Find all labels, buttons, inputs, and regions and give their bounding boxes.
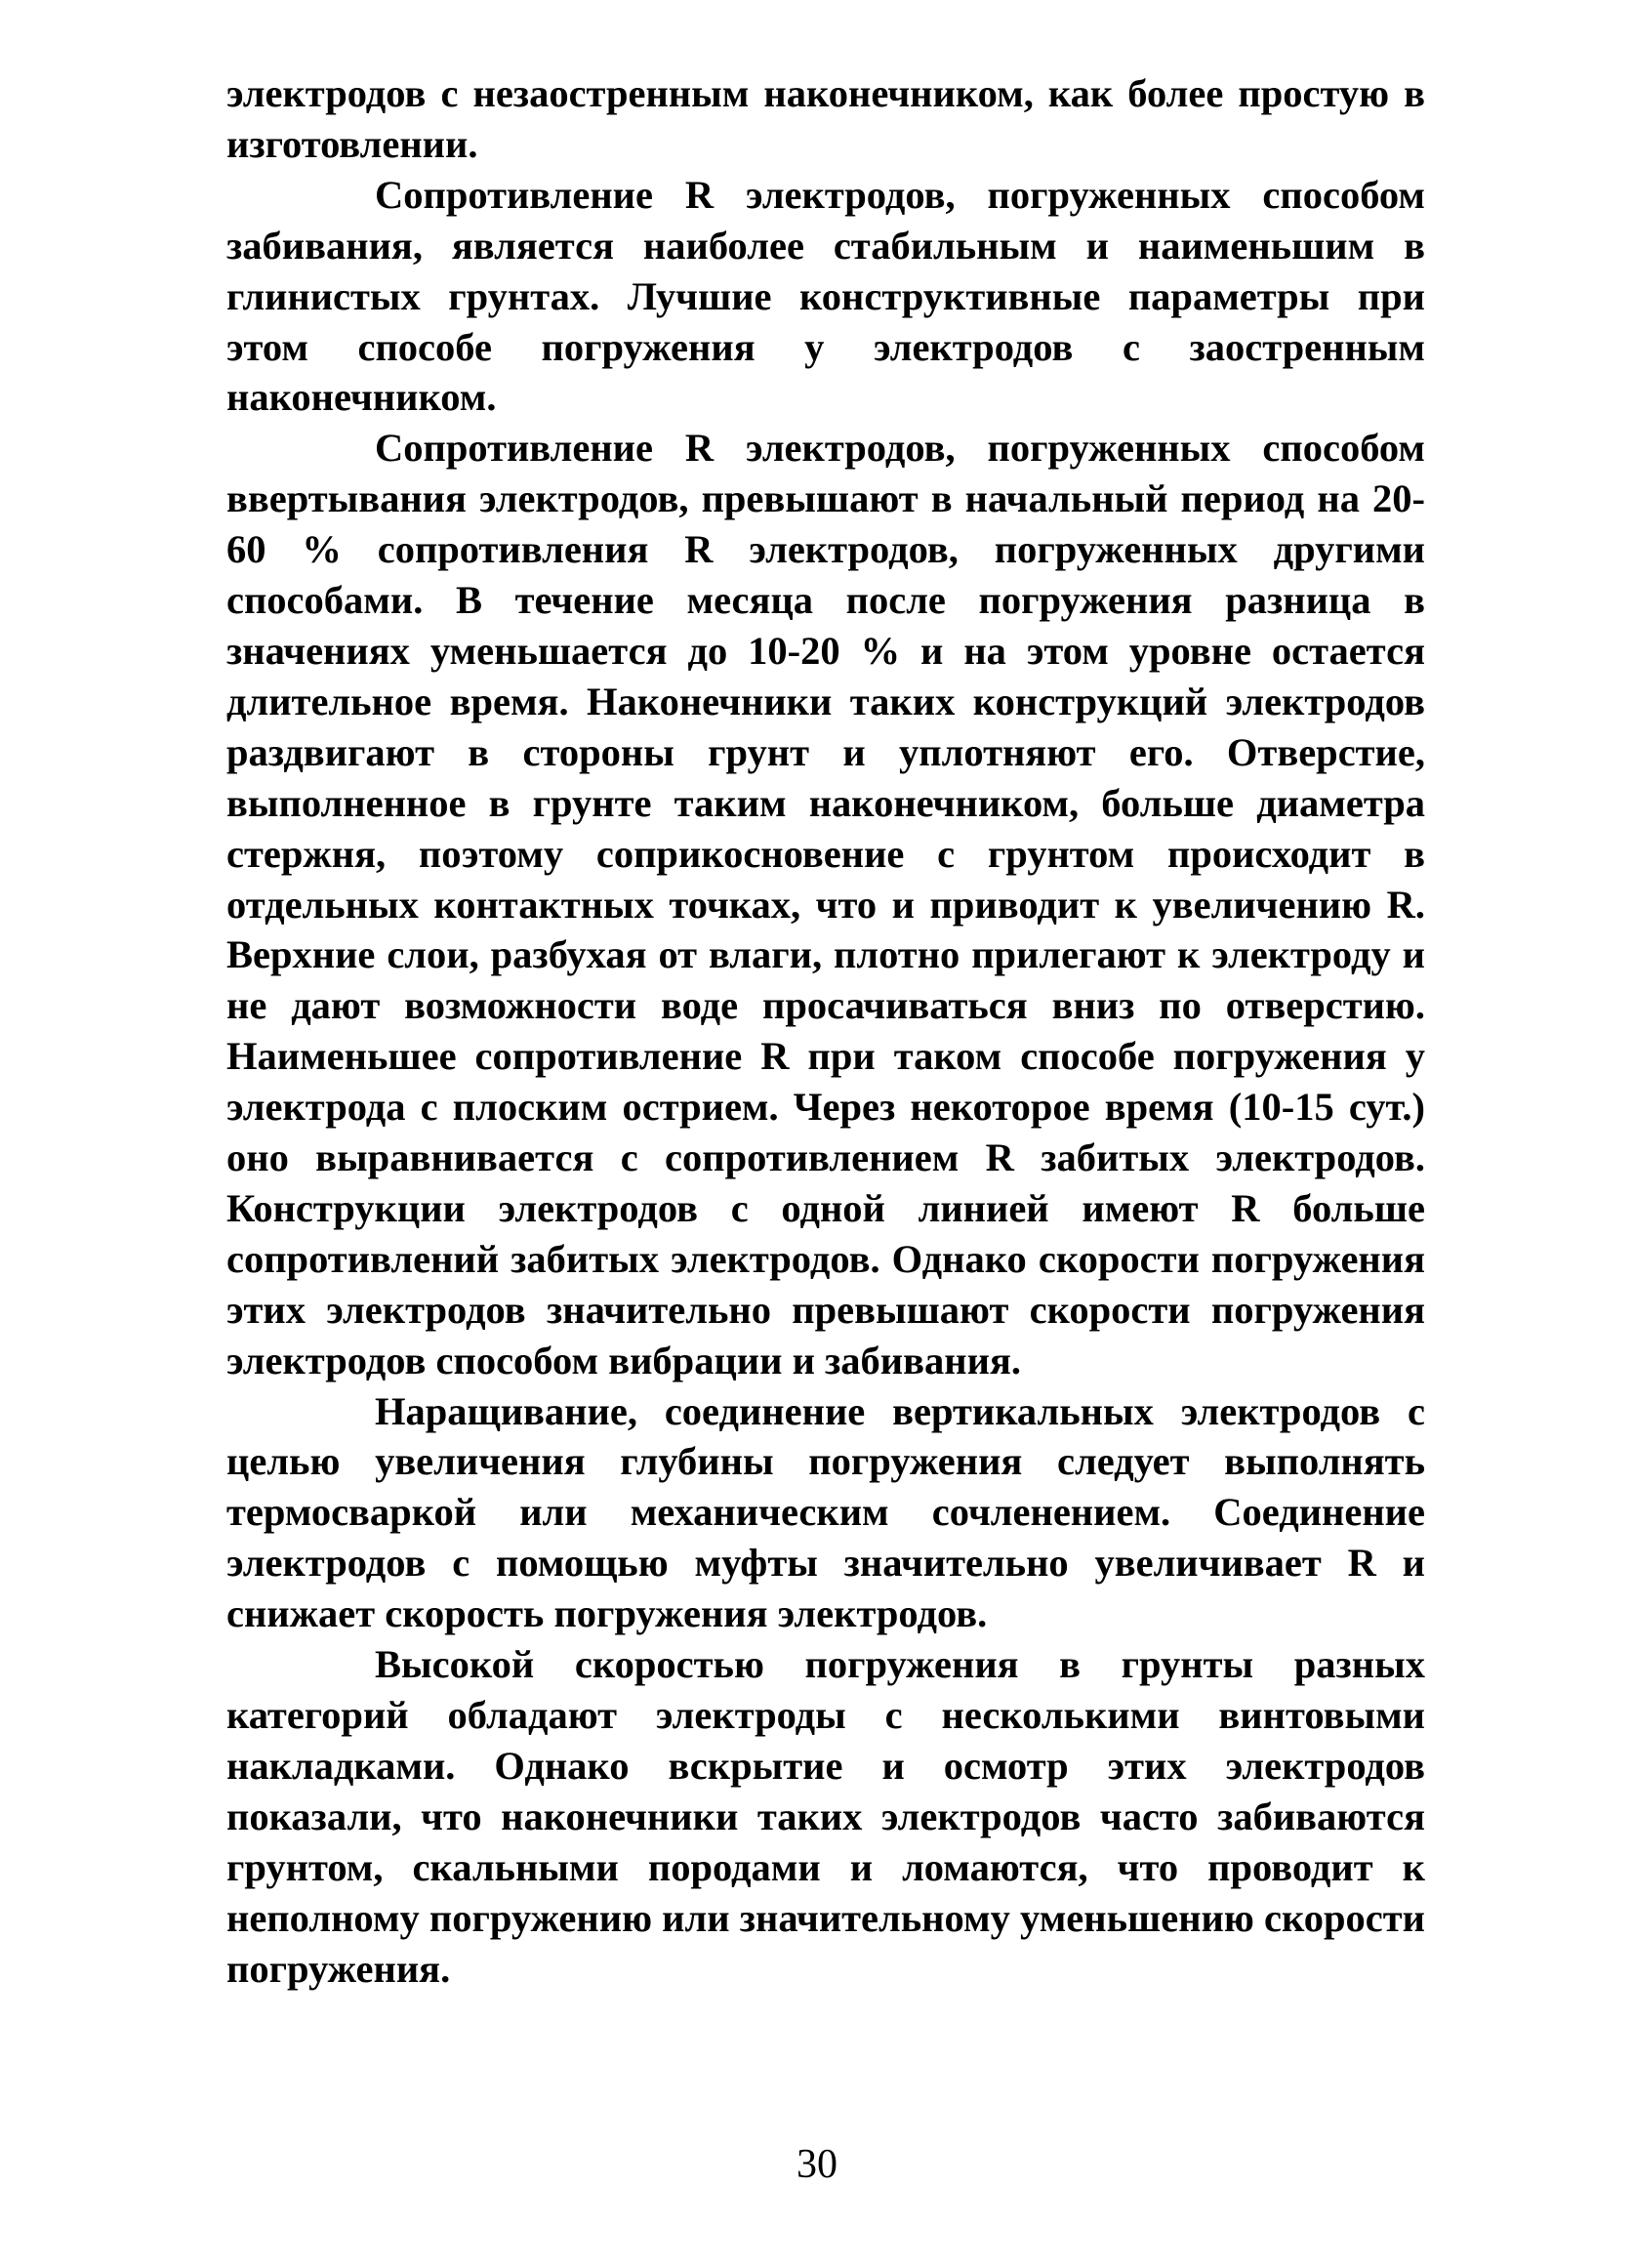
paragraph-extension-joining: Наращивание, соединение вертикальных электродов с целью увеличения глубины погружения следует выполнять термосваркой или механическим сочленением. Соединение электродов с помощью муфты значительно увеличивает R и снижает скорость погружения электродов.: [226, 1388, 1425, 1636]
paragraph-screwing-resistance: Сопротивление R электродов, погруженных способом ввертывания электродов, превышают в начальный период на 20-60 % сопротивления R электродов, погруженных другими способами. В течение месяца после погружения разница в значениях уменьшается до 10-20 % и на этом уровне остается длительное время. Наконечники таких конструкций электродов раздвигают в стороны грунт и уплотняют его. Отверстие, выполненное в грунте таким наконечником, больше диаметра стержня, поэтому соприкосновение с грунтом происходит в отдельных контактных точках, что и приводит к увеличению R. Верхние слои, разбухая от влаги, плотно прилегают к электроду и не дают возможности воде просачиваться вниз по отверстию. Наименьшее сопротивление R при таком способе погружения у электрода с плоским острием. Через некоторое время (10-15 сут.) оно выравнивается с сопротивлением R забитых электродов. Конструкции электродов с одной линией имеют R больше сопротивлений забитых электродов. Однако скорости погружения этих электродов значительно превышают скорости погружения электродов способом вибрации и забивания.: [226, 426, 1425, 1382]
paragraph-driving-resistance: Сопротивление R электродов, погруженных способом забивания, является наиболее стабильным и наименьшим в глинистых грунтах. Лучшие конструктивные параметры при этом способе погружения у электродов с заостренным наконечником.: [226, 172, 1425, 420]
paragraph-screw-plates: Высокой скоростью погружения в грунты разных категорий обладают электроды с несколькими винтовыми накладками. Однако вскрытие и осмотр этих электродов показали, что наконечники таких электродов часто забиваются грунтом, скальными породами и ломаются, что проводит к неполному погружению или значительному уменьшению скорости погружения.: [226, 1642, 1425, 1991]
paragraph-continuation: электродов с незаостренным наконечником, как более простую в изготовлении.: [226, 71, 1425, 166]
page-number: 30: [797, 2142, 837, 2187]
body-text: [226, 68, 1425, 1994]
